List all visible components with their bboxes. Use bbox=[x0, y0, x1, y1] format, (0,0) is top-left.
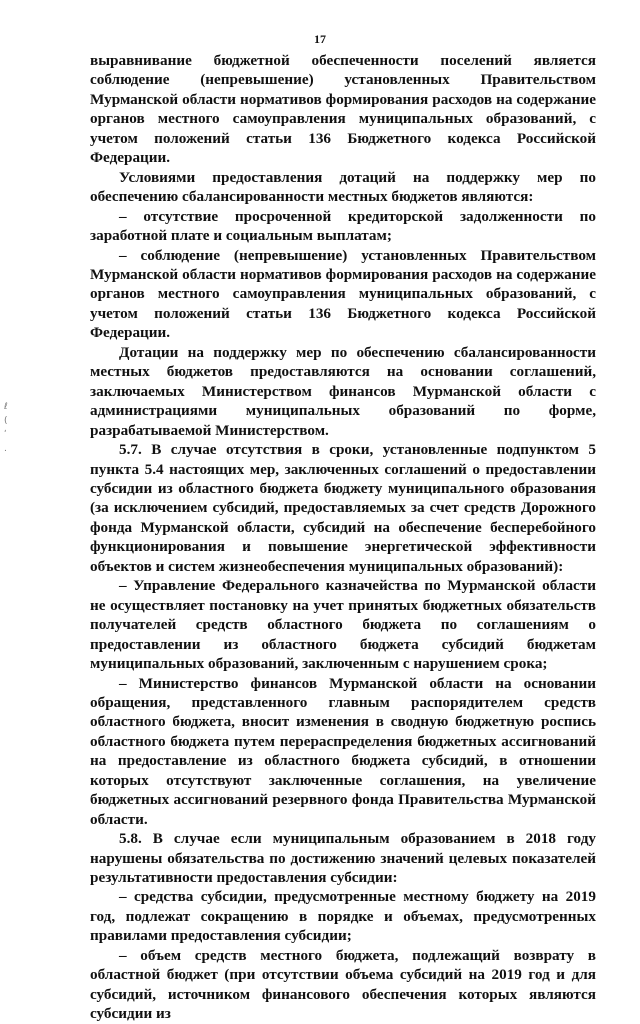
document-body bbox=[90, 51, 596, 1024]
margin-mark: ʹ bbox=[4, 430, 7, 440]
list-item-ministry-finance: – Министерство финансов Мурманской области на основании обращения, представленного главным распорядителем средств областного бюджета, вносит изменения в сводную бюджетную роспись областного бюджета путем перераспределения бюджетных ассигнований на предоставление из областного бюджета субсидий, в отношении которых отсутствуют заключенные соглашения, на увеличение бюджетных ассигнований резервного фонда Правительства Мурманской области. bbox=[90, 674, 596, 828]
list-item-norms-compliance: – соблюдение (непревышение) установленных Правительством Мурманской области нормативов формирования расходов на содержание органов местного самоуправления муниципальных образований, с учетом положений статьи 136 Бюджетного кодекса Российской Федерации. bbox=[90, 246, 596, 342]
paragraph-intro-continuation: выравнивание бюджетной обеспеченности поселений является соблюдение (непревышение) установленных Правительством Мурманской области нормативов формирования расходов на содержание органов местного самоуправления муниципальных образований, с учетом положений статьи 136 Бюджетного кодекса Российской Федерации. bbox=[90, 52, 596, 167]
list-item-subsidy-reduction: – средства субсидии, предусмотренные местному бюджету на 2019 год, подлежат сокращению в порядке и объемах, предусмотренных правилами предоставления субсидии; bbox=[90, 888, 596, 945]
paragraph-agreements: Дотации на поддержку мер по обеспечению сбалансированности местных бюджетов предоставляются на основании соглашений, заключаемых Министерством финансов Мурманской области с администрациями муниципальных образований по форме, разрабатываемой Министерством. bbox=[90, 343, 596, 439]
margin-mark: ( bbox=[4, 416, 8, 426]
list-item-no-arrears: – отсутствие просроченной кредиторской задолженности по заработной плате и социальным выплатам; bbox=[90, 207, 596, 245]
margin-mark: . bbox=[4, 444, 7, 454]
list-item-treasury: – Управление Федерального казначейства по Мурманской области не осуществляет постановку на учет принятых бюджетных обязательств получателей средств областного бюджета по соглашениям о предоставлении из областного бюджета субсидий бюджетам муниципальных образований, заключенным с нарушением срока; bbox=[90, 577, 596, 673]
margin-scan-marks bbox=[4, 400, 8, 456]
paragraph-subsidy-conditions: Условиями предоставления дотаций на поддержку мер по обеспечению сбалансированности местных бюджетов являются: bbox=[90, 168, 596, 206]
paragraph-clause-5-7: 5.7. В случае отсутствия в сроки, установленные подпунктом 5 пункта 5.4 настоящих мер, заключенных соглашений о предоставлении субсидии из областного бюджета бюджету муниципального образования (за исключением субсидий, предоставляемых за счет средств Дорожного фонда Мурманской области, субсидий на обеспечение бесперебойного функционирования и повышение энергетической эффективности объектов и систем жизнеобеспечения муниципальных образований): bbox=[90, 441, 596, 575]
page-number: 17 bbox=[314, 32, 326, 46]
list-item-refund-amount: – объем средств местного бюджета, подлежащий возврату в областной бюджет (при отсутствии объема субсидий на 2019 год и для субсидий, источником финансового обеспечения которых являются субсидии из bbox=[90, 946, 596, 1023]
paragraph-clause-5-8: 5.8. В случае если муниципальным образованием в 2018 году нарушены обязательства по достижению значений целевых показателей результативности предоставления субсидии: bbox=[90, 830, 596, 887]
margin-mark: ℓ bbox=[4, 402, 8, 412]
